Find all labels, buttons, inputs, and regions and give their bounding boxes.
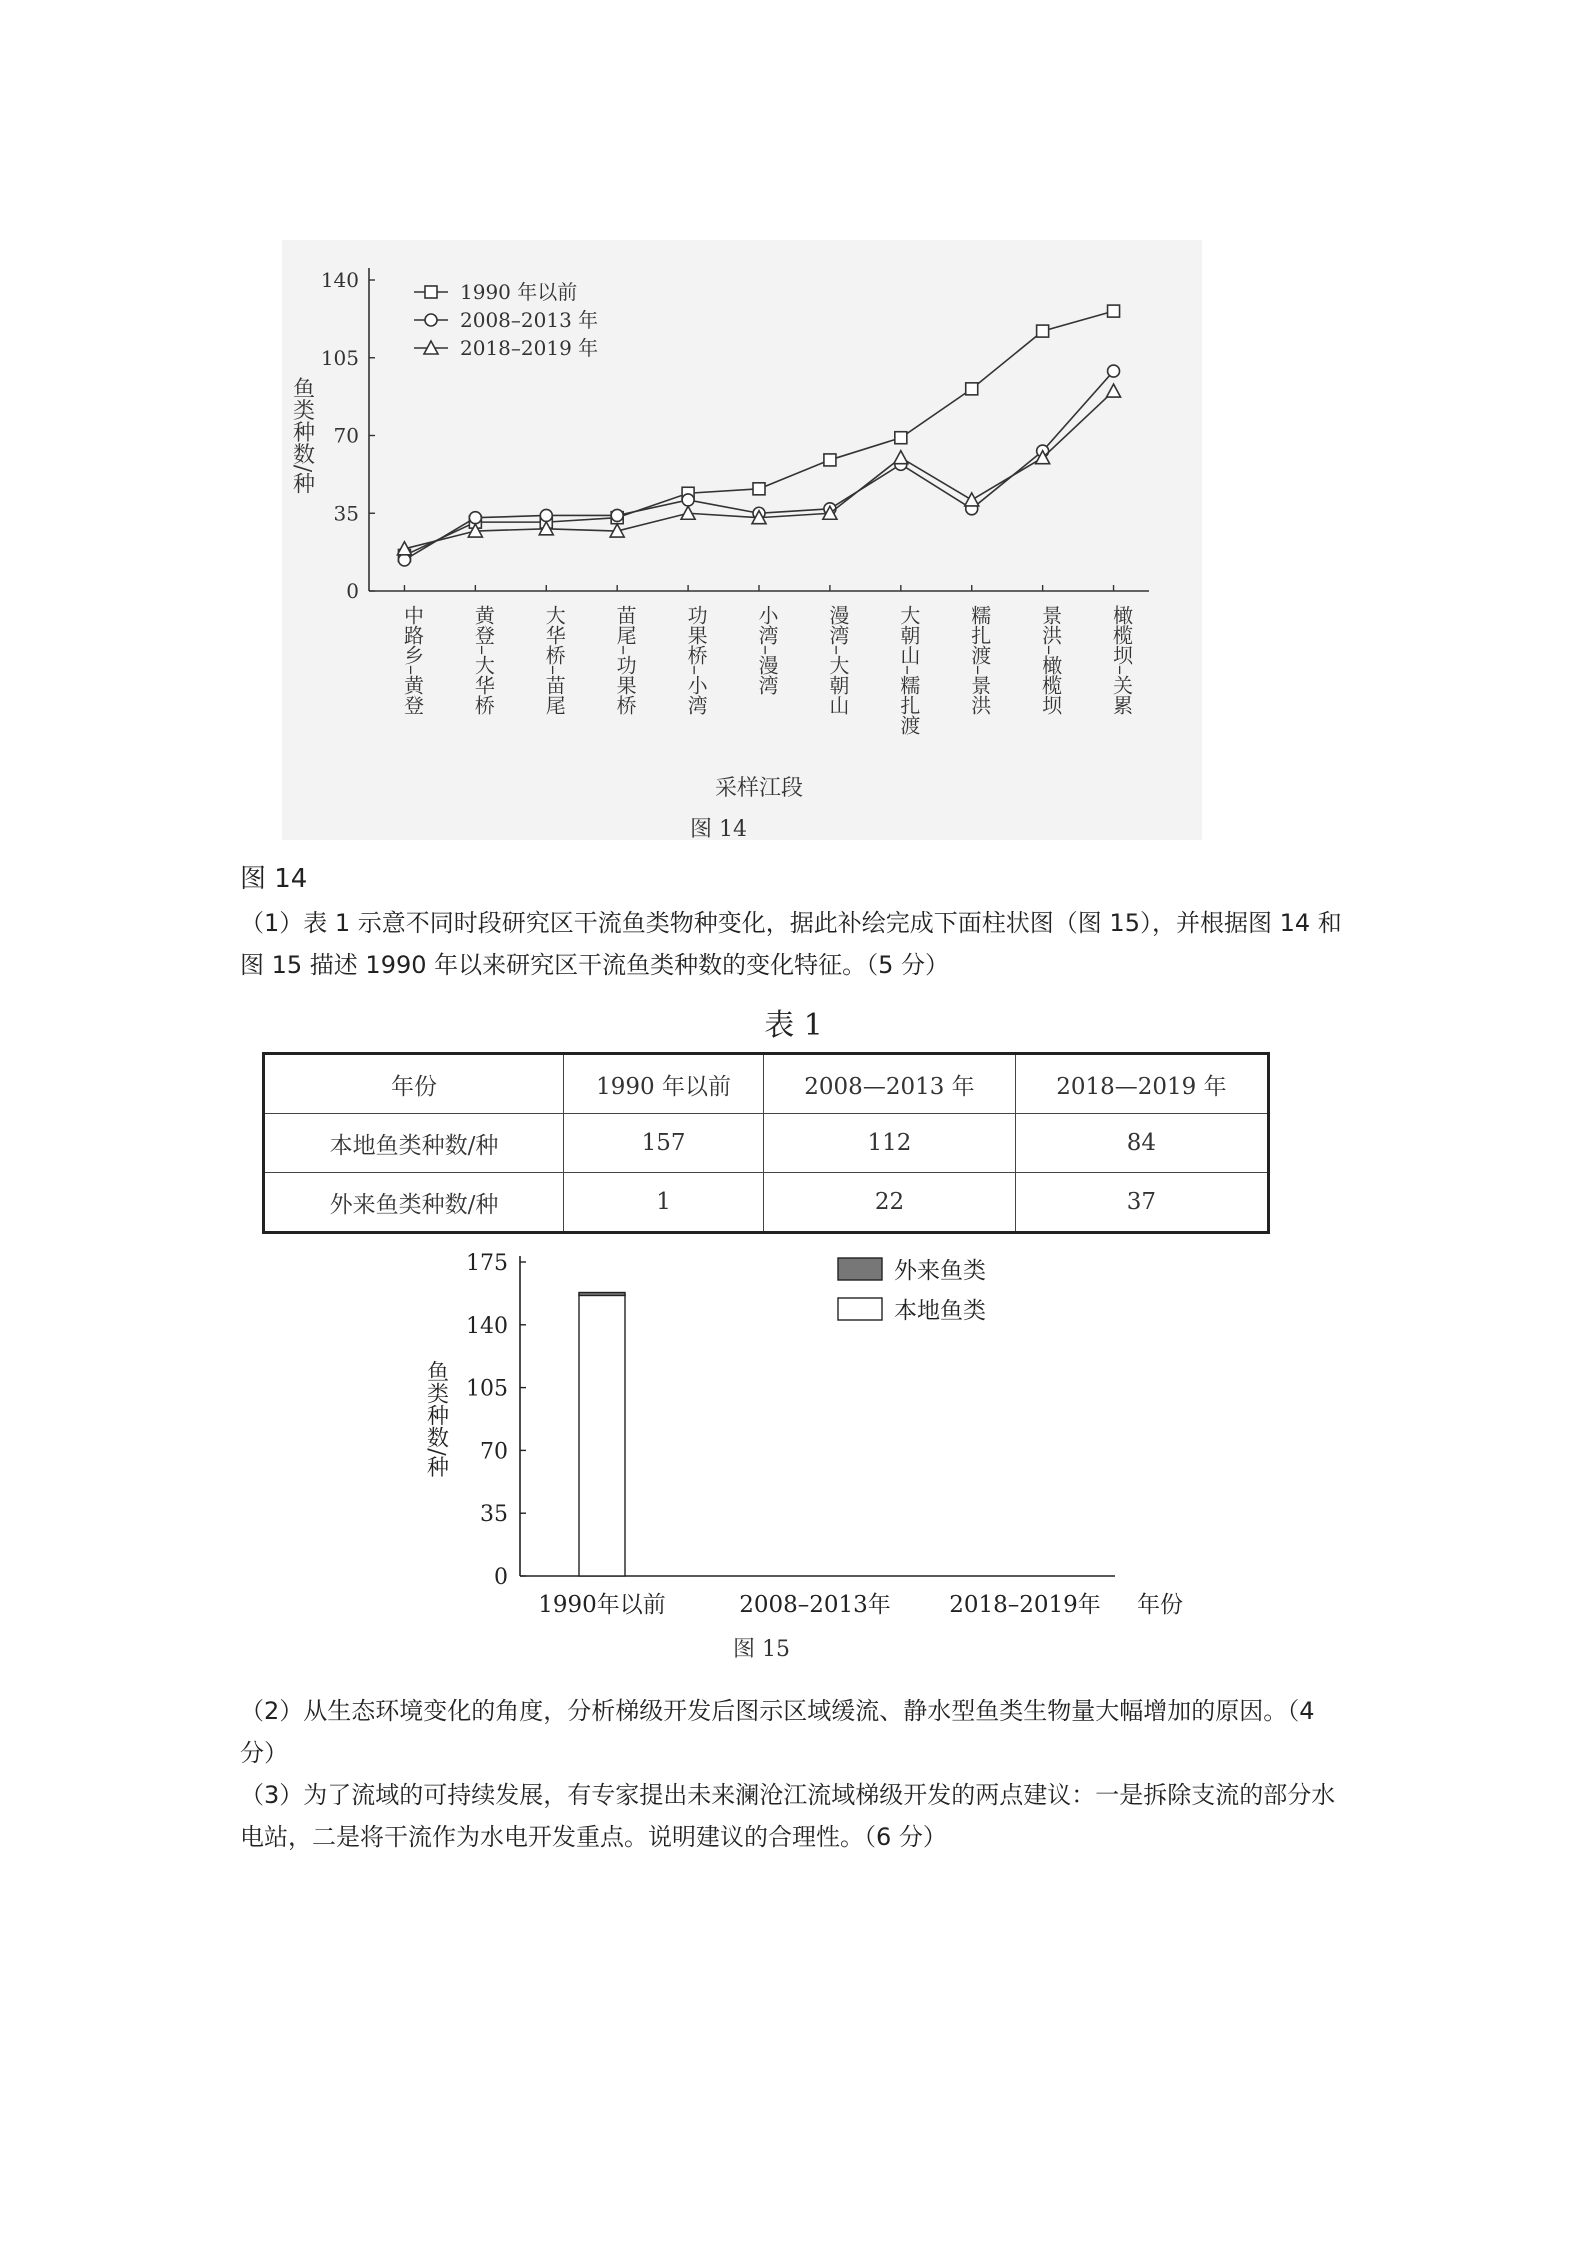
data-point-circle <box>1108 365 1120 377</box>
figure-14-chart <box>282 240 1202 840</box>
data-point-triangle <box>681 506 695 519</box>
legend-label: 外来鱼类 <box>894 1258 986 1284</box>
bar-chart <box>420 1240 1183 1640</box>
line-chart <box>282 240 1202 840</box>
x-axis-title: 年份 <box>1137 1592 1183 1618</box>
x-tick-label: 2008–2013年 <box>739 1592 891 1618</box>
bar-segment <box>579 1293 625 1296</box>
table-cell: 1 <box>564 1173 764 1233</box>
x-tick-label: 黄登–大华桥 <box>471 605 496 715</box>
table-header-cell: 年份 <box>264 1054 564 1114</box>
legend-label: 2008–2013 年 <box>460 308 599 332</box>
question-3: （3）为了流域的可持续发展，有专家提出未来澜沧江流域梯级开发的两点建议：一是拆除支流的部分水电站，二是将干流作为水电开发重点。说明建议的合理性。（6 分） <box>240 1781 1336 1851</box>
legend-swatch <box>838 1258 882 1280</box>
table-cell: 外来鱼类种数/种 <box>264 1173 564 1233</box>
table-header-cell: 1990 年以前 <box>564 1054 764 1114</box>
figure-15-chart <box>420 1240 1183 1640</box>
data-point-square <box>824 454 836 466</box>
y-tick-label: 105 <box>320 345 359 370</box>
table-cell: 157 <box>564 1114 764 1173</box>
series-line <box>404 391 1113 549</box>
figure-15-caption: 图 15 <box>733 1637 790 1662</box>
y-tick-label: 105 <box>466 1376 508 1402</box>
table-header-cell: 2018—2019 年 <box>1015 1054 1268 1114</box>
data-point-triangle <box>894 451 908 464</box>
table-cell: 112 <box>764 1114 1016 1173</box>
table-header-row <box>264 1054 1269 1114</box>
data-point-triangle <box>1107 384 1121 397</box>
data-point-square <box>425 286 437 298</box>
data-point-circle <box>469 512 481 524</box>
data-point-circle <box>425 314 437 326</box>
question-1: （1）表 1 示意不同时段研究区干流鱼类物种变化，据此补绘完成下面柱状图（图 15），并根据图 14 和图 15 描述 1990 年以来研究区干流鱼类种数的变化特征。（5 分） <box>240 909 1342 979</box>
series-circle <box>398 365 1119 566</box>
legend-label: 1990 年以前 <box>460 280 578 304</box>
table-cell: 84 <box>1015 1114 1268 1173</box>
y-tick-label: 140 <box>320 268 359 292</box>
x-tick-label: 小湾–漫湾 <box>755 605 779 695</box>
x-tick-label: 大朝山–糯扎渡 <box>896 605 921 735</box>
y-tick-label: 0 <box>494 1565 508 1590</box>
data-point-circle <box>398 554 410 566</box>
x-tick-label: 景洪–橄榄坝 <box>1038 605 1063 715</box>
y-tick-label: 175 <box>466 1251 508 1276</box>
series-triangle <box>397 384 1120 555</box>
data-point-triangle <box>965 493 979 506</box>
y-tick-label: 35 <box>333 501 359 526</box>
series-line <box>404 371 1113 560</box>
x-tick-label: 大华桥–苗尾 <box>542 605 567 715</box>
x-tick-label: 2018–2019年 <box>949 1592 1101 1618</box>
x-tick-label: 苗尾–功果桥 <box>613 605 638 715</box>
data-point-square <box>753 483 765 495</box>
data-point-square <box>1108 305 1120 317</box>
x-axis-title: 采样江段 <box>714 776 804 801</box>
table-1-title: 表 1 <box>764 1008 823 1043</box>
y-tick-label: 70 <box>333 423 359 448</box>
x-tick-label: 1990年以前 <box>538 1592 666 1618</box>
legend-label: 2018–2019 年 <box>460 336 599 360</box>
x-tick-label: 漫湾–大朝山 <box>825 605 850 715</box>
table-cell: 本地鱼类种数/种 <box>264 1114 564 1173</box>
figure-14-label: 图 14 <box>240 864 308 894</box>
data-point-circle <box>540 509 552 521</box>
y-axis-title: 鱼类种数/种 <box>289 376 315 495</box>
table-cell: 22 <box>764 1173 1016 1233</box>
data-point-circle <box>682 494 694 506</box>
table-1 <box>262 1052 1270 1234</box>
data-point-square <box>1037 325 1049 337</box>
bar-segment <box>579 1294 625 1576</box>
table-row <box>264 1173 1269 1233</box>
x-tick-label: 糯扎渡–景洪 <box>967 605 992 715</box>
data-point-square <box>966 383 978 395</box>
table-cell: 37 <box>1015 1173 1268 1233</box>
table-header-cell: 2008—2013 年 <box>764 1054 1016 1114</box>
table-row <box>264 1114 1269 1173</box>
y-tick-label: 35 <box>480 1502 508 1528</box>
x-tick-label: 功果桥–小湾 <box>684 605 709 715</box>
y-tick-label: 140 <box>466 1313 508 1339</box>
data-point-circle <box>611 509 623 521</box>
legend-label: 本地鱼类 <box>894 1298 986 1324</box>
x-tick-label: 中路乡–黄登 <box>400 605 425 715</box>
legend-swatch <box>838 1298 882 1320</box>
x-tick-label: 橄榄坝–关累 <box>1109 605 1134 715</box>
data-point-square <box>895 432 907 444</box>
figure-14-caption: 图 14 <box>690 817 747 842</box>
question-2: （2）从生态环境变化的角度，分析梯级开发后图示区域缓流、静水型鱼类生物量大幅增加的原因。（4 分） <box>240 1697 1315 1767</box>
y-axis-title: 鱼类种数/种 <box>423 1360 449 1478</box>
y-tick-label: 0 <box>346 579 359 603</box>
y-tick-label: 70 <box>480 1439 508 1465</box>
